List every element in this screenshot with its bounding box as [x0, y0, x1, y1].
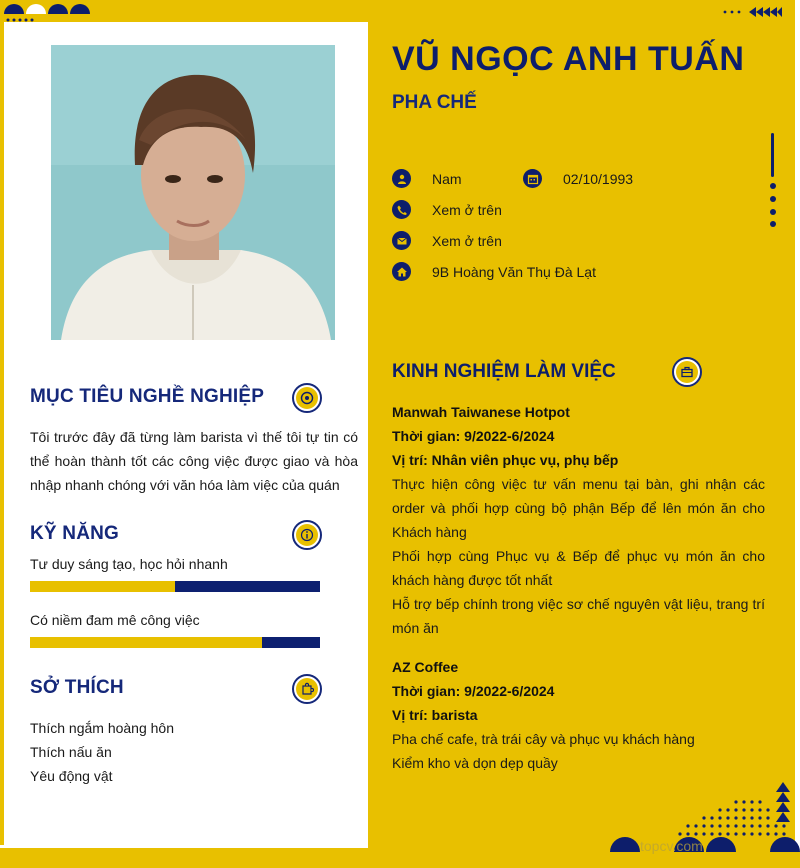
calendar-icon: [523, 169, 542, 188]
phone-value: Xem ở trên: [432, 201, 502, 218]
birthdate-row: [523, 169, 633, 188]
objective-title: MỤC TIÊU NGHỀ NGHIỆP: [30, 386, 265, 407]
hobby-item: Thích nấu ăn: [30, 744, 112, 760]
briefcase-icon: [672, 357, 702, 387]
hobby-item: Thích ngắm hoàng hôn: [30, 720, 174, 736]
decorative-dot: [770, 209, 776, 215]
skill-label: Có niềm đam mê công việc: [30, 612, 200, 628]
job-company: AZ Coffee: [392, 659, 459, 675]
skill-bar: [30, 581, 320, 592]
decorative-dot: [770, 196, 776, 202]
job-duty: Phối hợp cùng Phục vụ & Bếp để phục vụ món ăn cho khách hàng được tốt nhất: [392, 548, 765, 588]
job-duty: Hỗ trợ bếp chính trong việc sơ chế nguyên vật liệu, trang trí món ăn: [392, 596, 765, 636]
gender-row: [392, 169, 462, 188]
profile-photo: [51, 45, 335, 340]
skill-label: Tư duy sáng tạo, học hỏi nhanh: [30, 556, 228, 572]
job-position: Vị trí: Nhân viên phục vụ, phụ bếp: [392, 452, 619, 468]
info-icon: [292, 520, 322, 550]
person-icon: [392, 169, 411, 188]
address-row: [392, 262, 596, 281]
top-right-arrows-decoration: [722, 6, 782, 18]
puzzle-icon: [292, 674, 322, 704]
bottom-right-decoration: [606, 780, 800, 868]
job-duty: Thực hiện công việc tư vấn menu tại bàn, ghi nhận các order và phối hợp cùng bộ phận Bếp để lên món ăn cho Khách hàng: [392, 476, 765, 540]
job-time: Thời gian: 9/2022-6/2024: [392, 683, 555, 699]
hobby-item: Yêu động vật: [30, 768, 113, 784]
email-row: [392, 231, 502, 250]
candidate-name: VŨ NGỌC ANH TUẤN: [392, 40, 745, 78]
target-icon: [292, 383, 322, 413]
watermark: topcv.com: [640, 838, 703, 854]
job-company: Manwah Taiwanese Hotpot: [392, 404, 570, 420]
job-position: Vị trí: barista: [392, 707, 478, 723]
email-value: Xem ở trên: [432, 232, 502, 249]
phone-icon: [392, 200, 411, 219]
skill-bar: [30, 637, 320, 648]
experience-title: KINH NGHIỆM LÀM VIỆC: [392, 361, 616, 382]
job-duty: Pha chế cafe, trà trái cây và phục vụ khách hàng: [392, 731, 695, 747]
decorative-dot: [770, 183, 776, 189]
skills-title: KỸ NĂNG: [30, 523, 120, 544]
right-edge-strip: [795, 0, 800, 868]
address-value: 9B Hoàng Văn Thụ Đà Lạt: [432, 263, 596, 280]
gender-value: Nam: [432, 170, 462, 187]
phone-row: [392, 200, 502, 219]
bottom-divider: [0, 845, 368, 848]
job-time: Thời gian: 9/2022-6/2024: [392, 428, 555, 444]
candidate-role: PHA CHẾ: [392, 92, 477, 113]
home-icon: [392, 262, 411, 281]
hobbies-title: SỞ THÍCH: [30, 677, 124, 698]
email-icon: [392, 231, 411, 250]
job-duty: Kiểm kho và dọn dẹp quầy: [392, 755, 558, 771]
birthdate-value: 02/10/1993: [563, 170, 634, 187]
skill-bar-fill: [30, 581, 175, 592]
skill-bar-fill: [30, 637, 262, 648]
objective-text: Tôi trước đây đã từng làm barista vì thế tôi tự tin có thể hoàn thành tốt các công việc được giao và hòa nhập nhanh chóng với văn hóa làm việc của quán: [30, 429, 358, 493]
decorative-vertical-bar: [771, 133, 774, 177]
decorative-dot: [770, 221, 776, 227]
